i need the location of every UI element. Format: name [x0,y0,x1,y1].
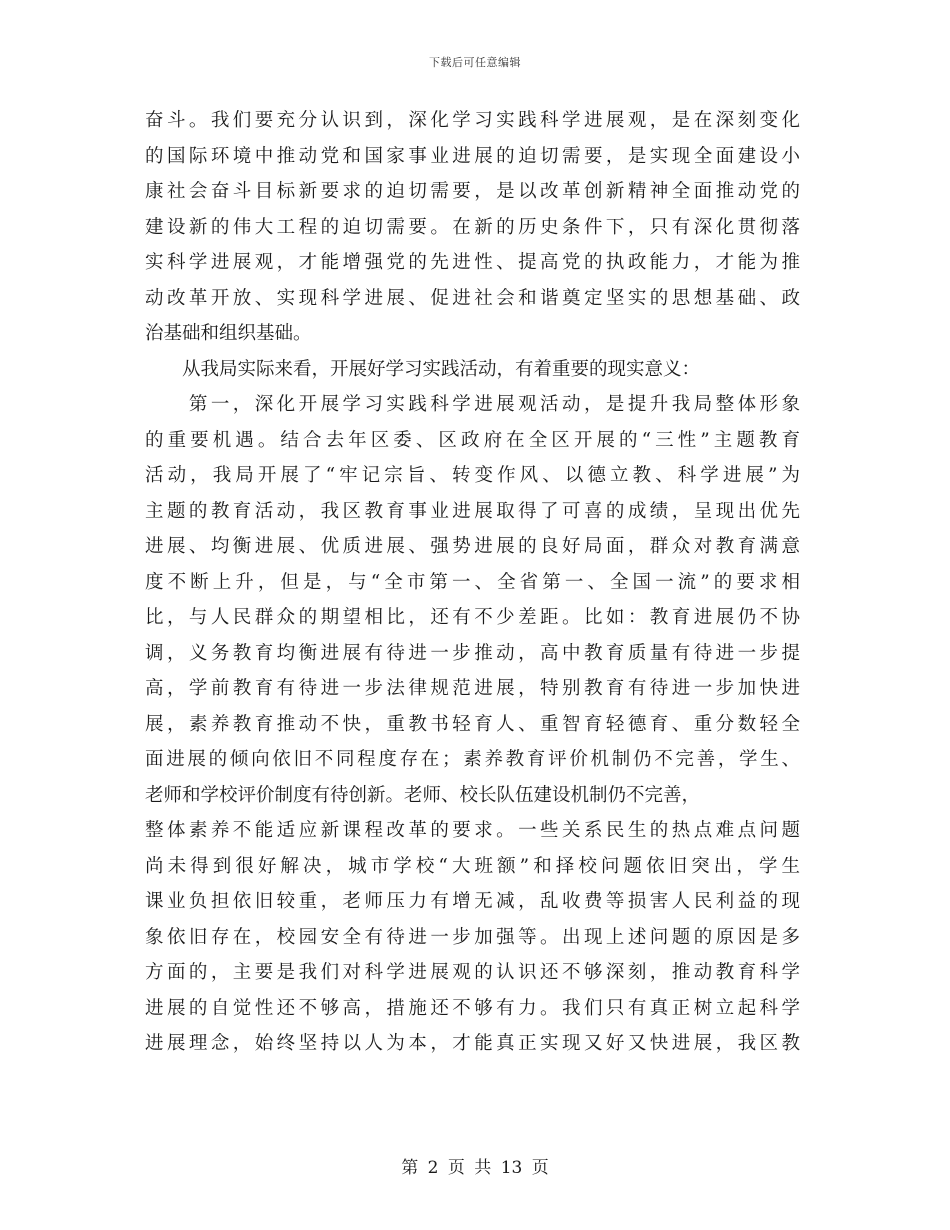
page-header: 下载后可任意编辑 [429,56,521,69]
text-line: 比，与人民群众的期望相比，还有不少差距。比如：教育进展仍不协 [145,607,800,628]
document-body [145,103,800,1062]
text-line: 展，素养教育推动不快，重教书轻育人、重智育轻德育、重分数轻全 [145,713,800,735]
text-line: 进展的自觉性还不够高，措施还不够有力。我们只有真正树立起科学 [145,997,800,1019]
text-line: 活动，我局开展了“牢记宗旨、转变作风、以德立教、科学进展”为 [145,465,800,486]
text-line: 尚未得到很好解决，城市学校“大班额”和择校问题依旧突出，学生 [145,855,800,877]
text-line: 高，学前教育有待进一步法律规范进展，特别教育有待进一步加快进 [145,678,800,699]
text-line: 建设新的伟大工程的迫切需要。在新的历史条件下，只有深化贯彻落 [145,216,800,238]
text-line: 进展理念，始终坚持以人为本，才能真正实现又好又快进展，我区教 [145,1033,800,1054]
text-line: 象依旧存在，校园安全有待进一步加强等。出现上述问题的原因是多 [145,926,800,948]
text-line: 整体素养不能适应新课程改革的要求。一些关系民生的热点难点问题 [145,820,800,841]
text-line: 的重要机遇。结合去年区委、区政府在全区开展的“三性”主题教育 [145,429,800,451]
text-line: 的国际环境中推动党和国家事业进展的迫切需要，是实现全面建设小 [145,145,800,167]
text-line: 方面的，主要是我们对科学进展观的认识还不够深刻，推动教育科学 [145,962,800,983]
text-line: 课业负担依旧较重，老师压力有增无减，乱收费等损害人民利益的现 [145,891,800,912]
text-line: 调，义务教育均衡进展有待进一步推动，高中教育质量有待进一步提 [145,642,800,664]
text-line: 面进展的倾向依旧不同程度存在；素养教育评价机制仍不完善，学生、 [145,749,800,770]
text-line: 度不断上升，但是，与“全市第一、全省第一、全国一流”的要求相 [145,571,800,593]
text-line: 第一，深化开展学习实践科学进展观活动，是提升我局整体形象 [145,394,800,415]
text-line: 康社会奋斗目标新要求的迫切需要，是以改革创新精神全面推动党的 [145,181,800,202]
text-line: 进展、均衡进展、优质进展、强势进展的良好局面，群众对教育满意 [145,536,800,557]
text-line: 治基础和组织基础。 [145,323,312,344]
text-line: 老师和学校评价制度有待创新。老师、校长队伍建设机制仍不完善， [145,784,701,806]
text-line: 从我局实际来看，开展好学习实践活动，有着重要的现实意义： [145,358,701,380]
text-line: 动改革开放、实现科学进展、促进社会和谐奠定坚实的思想基础、政 [145,287,800,309]
text-line: 奋斗。我们要充分认识到，深化学习实践科学进展观，是在深刻变化 [145,110,800,131]
text-line: 实科学进展观，才能增强党的先进性、提高党的执政能力，才能为推 [145,252,800,273]
page-footer-pagination: 第 2 页 共 13 页 [401,1158,549,1178]
text-line: 主题的教育活动，我区教育事业进展取得了可喜的成绩，呈现出优先 [145,500,800,522]
